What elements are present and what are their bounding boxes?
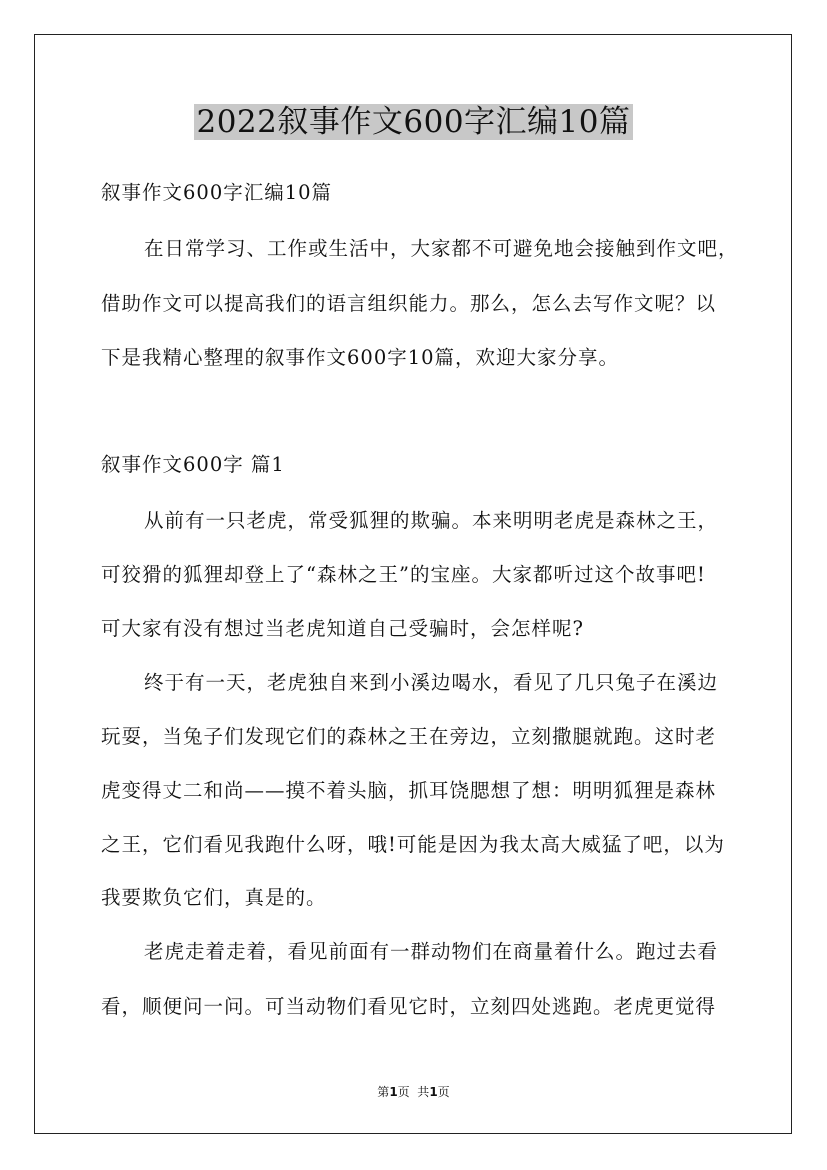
intro-line: 在日常学习、工作或生活中，大家都不可避免地会接触到作文吧，: [144, 237, 739, 260]
body-line: 从前有一只老虎，常受狐狸的欺骗。本来明明老虎是森林之王，: [144, 509, 719, 532]
body-line: 看，顺便问一问。可当动物们看见它时，立刻四处逃跑。老虎更觉得: [101, 995, 717, 1018]
document-title: [0, 100, 827, 144]
page-label-mid: 页 共: [397, 1085, 430, 1099]
page-footer: [0, 1082, 827, 1102]
body-line: 老虎走着走着，看见前面有一群动物们在商量着什么。跑过去看: [144, 940, 719, 963]
page-current: 1: [389, 1085, 398, 1099]
body-line: 可狡猾的狐狸却登上了“森林之王”的宝座。大家都听过这个故事吧!: [101, 563, 706, 586]
page-label-prefix: 第: [377, 1085, 390, 1099]
intro-line: 下是我精心整理的叙事作文600字10篇，欢迎大家分享。: [101, 346, 620, 369]
body-line: 我要欺负它们，真是的。: [101, 886, 327, 909]
section-heading: 叙事作文600字 篇1: [101, 453, 285, 476]
body-line: 玩耍，当兔子们发现它们的森林之王在旁边，立刻撒腿就跑。这时老: [101, 725, 717, 748]
page-total: 1: [429, 1085, 438, 1099]
page-label-suffix: 页: [437, 1085, 450, 1099]
document-subtitle: 叙事作文600字汇编10篇: [101, 181, 333, 204]
body-line: 终于有一天，老虎独自来到小溪边喝水，看见了几只兔子在溪边: [144, 671, 719, 694]
document-title-text: 2022叙事作文600字汇编10篇: [196, 104, 631, 140]
body-line: 虎变得丈二和尚——摸不着头脑，抓耳饶腮想了想：明明狐狸是森林: [101, 779, 717, 802]
body-line: 之王，它们看见我跑什么呀，哦!可能是因为我太高大威猛了吧，以为: [101, 833, 725, 856]
intro-line: 借助作文可以提高我们的语言组织能力。那么，怎么去写作文呢？以: [101, 292, 717, 315]
body-line: 可大家有没有想过当老虎知道自己受骗时，会怎样呢?: [101, 617, 584, 640]
